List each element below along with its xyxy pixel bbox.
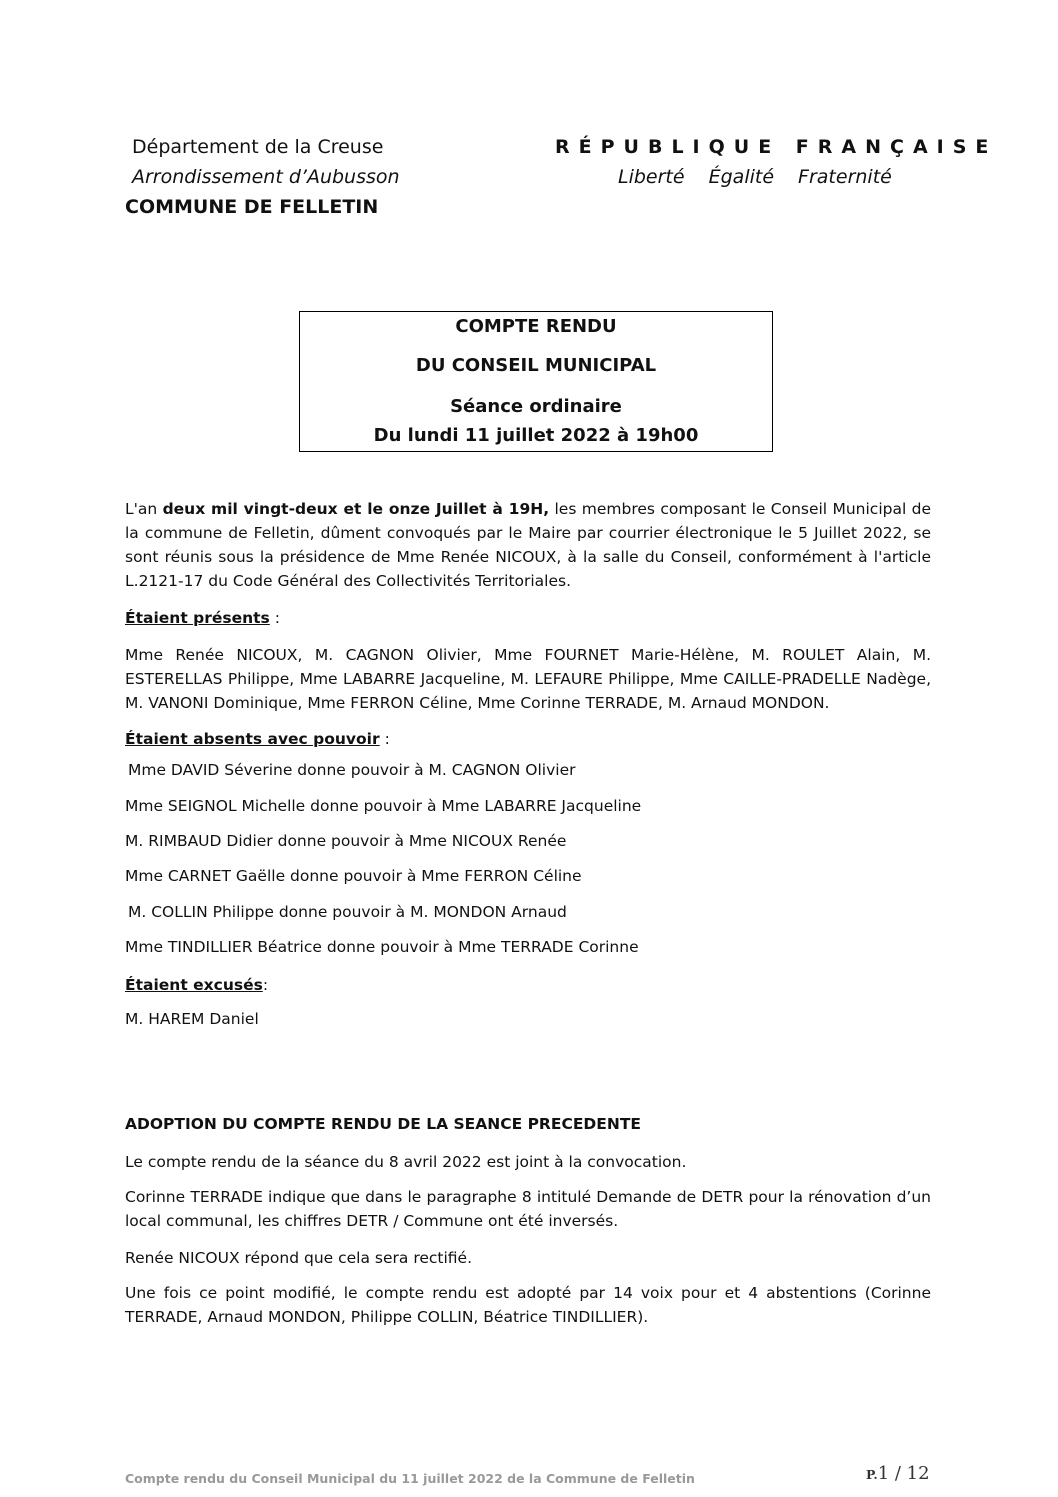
proxy-item: Mme SEIGNOL Michelle donne pouvoir à Mme LABARRE Jacqueline [125, 797, 642, 815]
republic-motto: Liberté Égalité Fraternité [618, 166, 892, 188]
excused-heading: Étaient excusés [125, 976, 263, 994]
absent-heading-suffix: : [379, 730, 390, 748]
title-box [299, 311, 773, 452]
adoption-paragraph-2: Corinne TERRADE indique que dans le paragraphe 8 intitulé Demande de DETR pour la rénovation d’un local communal, les chiffres DETR / Commune ont été inversés. [125, 1188, 931, 1230]
page-prefix: P. [866, 1467, 878, 1482]
absent-heading-line [125, 727, 931, 751]
proxy-item: M. COLLIN Philippe donne pouvoir à M. MONDON Arnaud [128, 903, 567, 921]
intro-prefix: L'an [125, 500, 163, 518]
intro-date-bold: deux mil vingt-deux et le onze Juillet à 19H, [162, 500, 550, 518]
excused-heading-suffix: : [262, 976, 269, 994]
republic-title: RÉPUBLIQUE FRANÇAISE [555, 136, 998, 158]
excused-heading-line [125, 973, 931, 997]
adoption-heading: ADOPTION DU COMPTE RENDU DE LA SEANCE PRECEDENTE [125, 1115, 642, 1133]
proxy-item: Mme TINDILLIER Béatrice donne pouvoir à Mme TERRADE Corinne [125, 938, 639, 956]
present-heading-suffix: : [269, 609, 280, 627]
page-number [866, 1463, 930, 1484]
arrondissement-name: Arrondissement d’Aubusson [132, 166, 400, 188]
title-line-2: DU CONSEIL MUNICIPAL [415, 355, 657, 376]
intro-paragraph [125, 497, 931, 593]
header-left [132, 132, 400, 192]
proxy-item: Mme CARNET Gaëlle donne pouvoir à Mme FERRON Céline [125, 867, 582, 885]
title-line-1: COMPTE RENDU [455, 316, 617, 337]
adoption-paragraph-3: Renée NICOUX répond que cela sera rectifié. [125, 1249, 473, 1267]
title-line-3: Séance ordinaire [450, 396, 622, 417]
present-list: Mme Renée NICOUX, M. CAGNON Olivier, Mme FOURNET Marie-Hélène, M. ROULET Alain, M. ESTERELLAS Philippe, Mme LABARRE Jacqueline, M. LEFAURE Philippe, Mme CAILLE-PRADELLE Nadège, M. VANONI Dominique, Mme FERRON Céline, Mme Corinne TERRADE, M. Arnaud MONDON. [125, 646, 931, 712]
page-count: 1 / 12 [877, 1463, 930, 1484]
adoption-paragraph-1: Le compte rendu de la séance du 8 avril 2022 est joint à la convocation. [125, 1153, 687, 1171]
present-heading-line [125, 606, 931, 630]
footer-text: Compte rendu du Conseil Municipal du 11 juillet 2022 de la Commune de Felletin [125, 1471, 695, 1486]
proxy-item: Mme DAVID Séverine donne pouvoir à M. CAGNON Olivier [128, 761, 576, 779]
intro-rest: les membres composant le Conseil Municipal de la commune de Felletin, dûment convoqués par le Maire par courrier électronique le 5 Juillet 2022, se sont réunis sous la présidence de Mme Renée NICOUX, à la salle du Conseil, conformément à l'article L.2121-17 du Code Général des Collectivités Territoriales. [125, 500, 931, 590]
excused-name: M. HAREM Daniel [125, 1010, 259, 1028]
absent-heading: Étaient absents avec pouvoir [125, 730, 380, 748]
proxy-item: M. RIMBAUD Didier donne pouvoir à Mme NICOUX Renée [125, 832, 567, 850]
header-right [555, 132, 997, 192]
present-heading: Étaient présents [125, 609, 270, 627]
title-line-4: Du lundi 11 juillet 2022 à 19h00 [373, 425, 699, 446]
commune-name: COMMUNE DE FELLETIN [125, 196, 379, 218]
department-name: Département de la Creuse [132, 136, 384, 158]
adoption-paragraph-4: Une fois ce point modifié, le compte rendu est adopté par 14 voix pour et 4 abstentions (Corinne TERRADE, Arnaud MONDON, Philippe COLLIN, Béatrice TINDILLIER). [125, 1284, 931, 1326]
